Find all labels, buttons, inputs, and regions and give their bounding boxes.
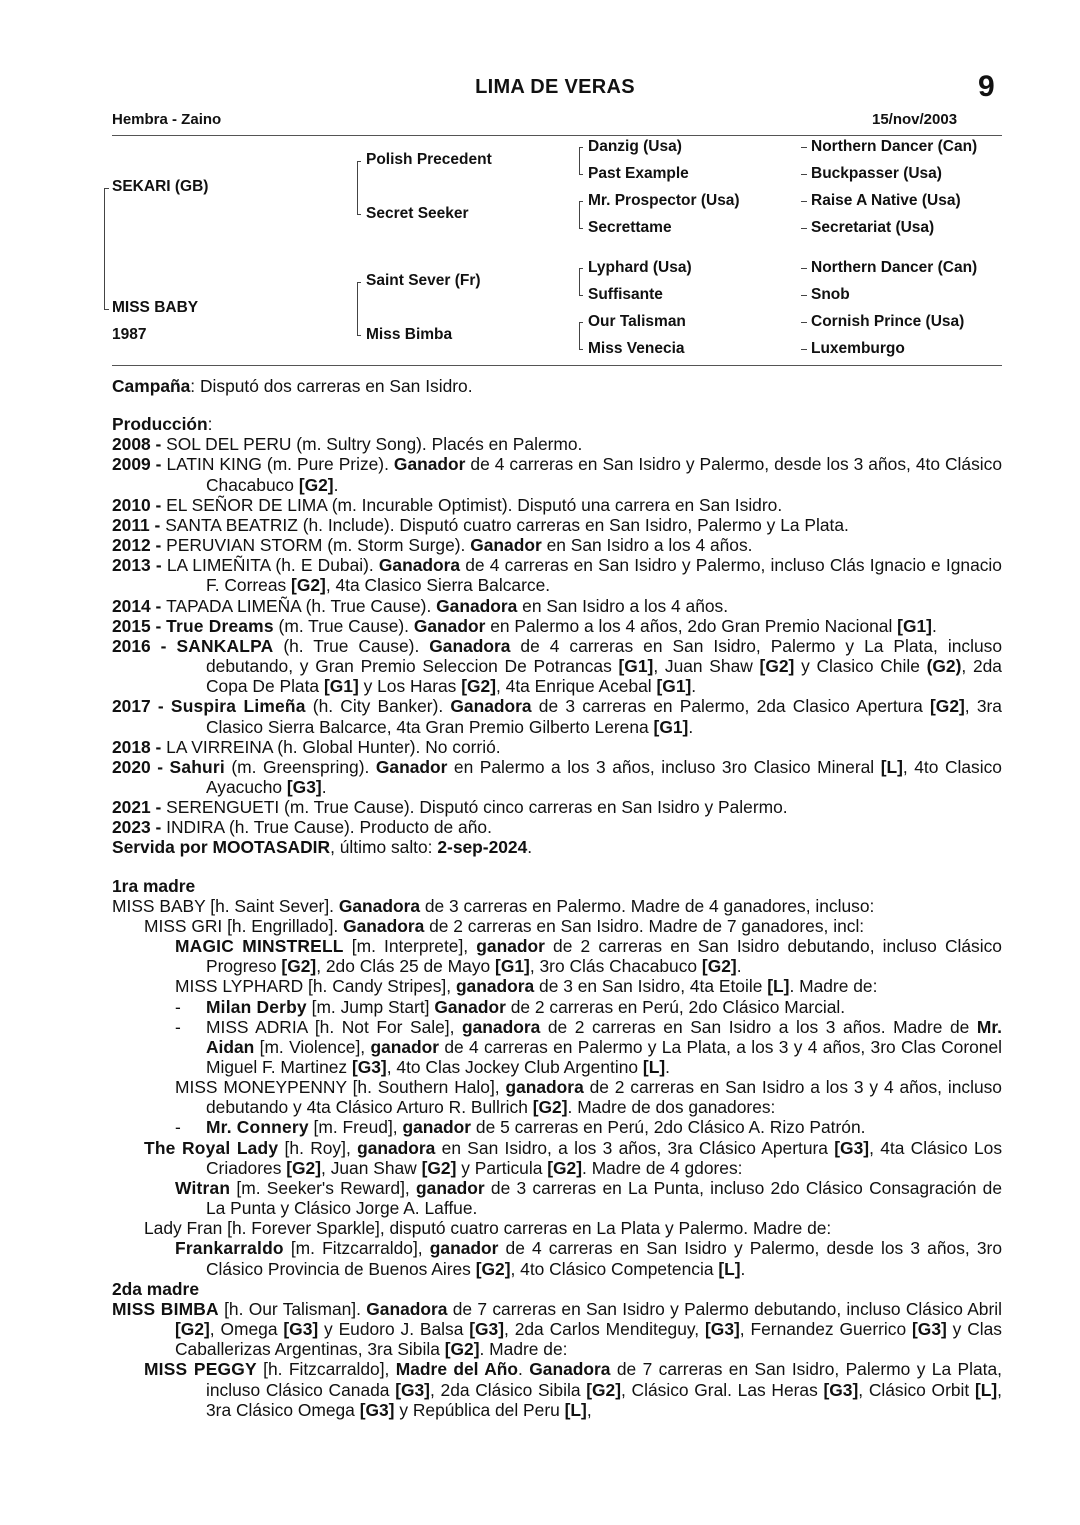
bracket-tick bbox=[579, 268, 583, 269]
gen4-name: Snob bbox=[811, 286, 850, 303]
sire-dam-bracket bbox=[104, 188, 105, 309]
produce-2017: 2017 - Suspira Limeña (h. City Banker). Ganadora de 3 carreras en Palermo, 2da Clasico Apertura [G2], 3ra Clasico Sierra Balcarce, 4ta Gran Premio Gilberto Lerena [G1]. bbox=[112, 696, 1002, 737]
gen4-dash bbox=[801, 295, 807, 296]
horse-name: LIMA DE VERAS bbox=[475, 76, 635, 98]
bracket-tick bbox=[357, 335, 361, 336]
production-label: Producción bbox=[112, 414, 208, 435]
produce-2014: 2014 - TAPADA LIMEÑA (h. True Cause). Ganadora en San Isidro a los 4 años. bbox=[112, 595, 729, 616]
bracket-tick bbox=[579, 295, 583, 296]
gen4-dash bbox=[801, 322, 807, 323]
pedigree-bottom-rule bbox=[112, 365, 1002, 366]
gen3-bracket bbox=[579, 322, 580, 349]
campaign-line bbox=[112, 376, 1002, 396]
produce-2023: 2023 - INDIRA (h. True Cause). Producto de año. bbox=[112, 817, 492, 838]
produce-2012: 2012 - PERUVIAN STORM (m. Storm Surge). Ganador en San Isidro a los 4 años. bbox=[112, 535, 753, 556]
gen4-dash bbox=[801, 228, 807, 229]
gen3-bracket bbox=[579, 268, 580, 295]
lot-number: 9 bbox=[978, 70, 995, 103]
gen3-name: Our Talisman bbox=[588, 313, 686, 330]
milan-derby-line: - Milan Derby [m. Jump Start] Ganador de 2 carreras en Perú, 2do Clásico Marcial. bbox=[175, 996, 846, 1017]
production-heading: Producción: bbox=[112, 414, 213, 435]
second-dam-heading: 2da madre bbox=[112, 1278, 199, 1299]
gen4-name: Secretariat (Usa) bbox=[811, 219, 935, 236]
lady-fran-line: Lady Fran [h. Forever Sparkle], disputó cuatro carreras en La Plata y Palermo. Madre de: bbox=[144, 1218, 832, 1239]
gen3-name: Lyphard (Usa) bbox=[588, 259, 692, 276]
gen4-dash bbox=[801, 174, 807, 175]
gen3-bracket bbox=[579, 201, 580, 228]
first-dam-heading: 1ra madre bbox=[112, 875, 196, 896]
bracket-tick bbox=[579, 322, 583, 323]
gen2-bracket bbox=[357, 161, 358, 214]
gen3-name: Suffisante bbox=[588, 286, 663, 303]
produce-2009: 2009 - LATIN KING (m. Pure Prize). Ganador de 4 carreras en San Isidro y Palermo, desde los 3 años, 4to Clásico Chacabuco [G2]. bbox=[112, 454, 1002, 495]
produce-2011: 2011 - SANTA BEATRIZ (h. Include). Disputó cuatro carreras en San Isidro, Palermo y La Plata. bbox=[112, 514, 849, 535]
bracket-tick bbox=[579, 201, 583, 202]
catalog-body bbox=[112, 376, 1002, 1420]
gen3-name: Miss Venecia bbox=[588, 340, 685, 357]
sex-color: Hembra - Zaino bbox=[112, 111, 222, 128]
campaign-label: Campaña bbox=[112, 376, 191, 396]
miss-adria-line: - MISS ADRIA [h. Not For Sale], ganadora de 2 carreras en San Isidro a los 3 años. Madre de Mr. Aidan [m. Violence], ganador de 4 carreras en Palermo y La Plata, a los 3 y 4 años, 3ro Clas Coronel Miguel F. Martinez [G3], 4to Clas Jockey Club Argentino [L]. bbox=[175, 1016, 1002, 1077]
miss-lyphard-line: MISS LYPHARD [h. Candy Stripes], ganadora de 3 en San Isidro, 4ta Etoile [L]. Madre de: bbox=[175, 976, 878, 997]
produce-2016: 2016 - SANKALPA (h. True Cause). Ganadora de 4 carreras en San Isidro, Palermo y La Plata, incluso debutando, y Gran Premio Seleccion De Potrancas [G1], Juan Shaw [G2] y Clasico Chile (G2), 2da Copa De Plata [G1] y Los Haras [G2], 4ta Enrique Acebal [G1]. bbox=[112, 635, 1002, 697]
sire-name: SEKARI (GB) bbox=[112, 178, 209, 195]
served-by-line: Servida por MOOTASADIR, último salto: 2-sep-2024. bbox=[112, 837, 533, 858]
first-dam-line: MISS BABY [h. Saint Sever]. Ganadora de 3 carreras en Palermo. Madre de 4 ganadores, incluso: bbox=[112, 895, 875, 916]
miss-moneypenny-line: MISS MONEYPENNY [h. Southern Halo], ganadora de 2 carreras en San Isidro a los 3 y 4 años, incluso debutando y 4ta Clásico Arturo R. Bullrich [G2]. Madre de dos ganadores: bbox=[175, 1077, 1002, 1118]
bracket-tick bbox=[579, 228, 583, 229]
gen3-name: Mr. Prospector (Usa) bbox=[588, 192, 740, 209]
gen3-name: Danzig (Usa) bbox=[588, 138, 682, 155]
produce-2020: 2020 - Sahuri (m. Greenspring). Ganador en Palermo a los 3 años, incluso 3ro Clasico Mineral [L], 4to Clasico Ayacucho [G3]. bbox=[112, 756, 1002, 797]
gen2-name: Miss Bimba bbox=[366, 326, 453, 343]
gen2-bracket bbox=[357, 282, 358, 335]
produce-2021: 2021 - SERENGUETI (m. True Cause). Disputó cinco carreras en San Isidro y Palermo. bbox=[112, 797, 788, 818]
gen4-dash bbox=[801, 268, 807, 269]
dam-year: 1987 bbox=[112, 326, 147, 343]
miss-gri-line: MISS GRI [h. Engrillado]. Ganadora de 2 carreras en San Isidro. Madre de 7 ganadores, incl: bbox=[144, 915, 865, 936]
produce-2008: 2008 - SOL DEL PERU (m. Sultry Song). Placés en Palermo. bbox=[112, 434, 583, 455]
miss-bimba-line: MISS BIMBA [h. Our Talisman]. Ganadora de 7 carreras en San Isidro y Palermo debutando, incluso Clásico Abril [G2], Omega [G3] y Eudoro J. Balsa [G3], 2da Carlos Menditeguy, [G3], Fernandez Guerrico [G3] y Clas Caballerizas Argentinas, 3ra Sibila [G2]. Madre de: bbox=[112, 1298, 1002, 1360]
gen4-name: Raise A Native (Usa) bbox=[811, 192, 961, 209]
gen2-name: Polish Precedent bbox=[366, 151, 492, 168]
campaign-text: : Disputó dos carreras en San Isidro. bbox=[190, 376, 473, 396]
magic-minstrell-line: MAGIC MINSTRELL [m. Interprete], ganador de 2 carreras en San Isidro debutando, incluso Clásico Progreso [G2], 2do Clás 25 de Mayo [G1], 3ro Clás Chacabuco [G2]. bbox=[175, 936, 1002, 977]
gen4-name: Northern Dancer (Can) bbox=[811, 259, 978, 276]
bracket-tick bbox=[579, 147, 583, 148]
royal-lady-line: The Royal Lady [h. Roy], ganadora en San Isidro, a los 3 años, 3ra Clásico Apertura [G3], 4ta Clásico Los Criadores [G2], Juan Shaw [G2] y Particula [G2]. Madre de 4 gdores: bbox=[144, 1137, 1003, 1178]
gen3-name: Past Example bbox=[588, 165, 689, 182]
miss-peggy-line: MISS PEGGY [h. Fitzcarraldo], Madre del Año. Ganadora de 7 carreras en San Isidro, Palermo y La Plata, incluso Clásico Canada [G3], 2da Clásico Sibila [G2], Clásico Gral. Las Heras [G3], Clásico Orbit [L], 3ra Clásico Omega [G3] y República del Peru [L], bbox=[144, 1359, 1002, 1420]
bracket-tick bbox=[579, 349, 583, 350]
gen4-name: Luxemburgo bbox=[811, 340, 905, 357]
bracket-tick bbox=[104, 309, 109, 310]
bracket-tick bbox=[357, 161, 361, 162]
gen4-name: Buckpasser (Usa) bbox=[811, 165, 942, 182]
birth-date: 15/nov/2003 bbox=[872, 111, 958, 128]
produce-2015: 2015 - True Dreams (m. True Cause). Ganador en Palermo a los 4 años, 2do Gran Premio Nacional [G1]. bbox=[112, 615, 937, 636]
mr-connery-line: - Mr. Connery [m. Freud], ganador de 5 carreras en Perú, 2do Clásico A. Rizo Patrón. bbox=[175, 1117, 866, 1138]
frankarraldo-line: Frankarraldo [m. Fitzcarraldo], ganador de 4 carreras en San Isidro y Palermo, desde los 3 años, 3ro Clásico Provincia de Buenos Aires [G2], 4to Clásico Competencia [L]. bbox=[175, 1238, 1002, 1279]
bracket-tick bbox=[104, 188, 109, 189]
bracket-tick bbox=[357, 282, 361, 283]
gen3-name: Secrettame bbox=[588, 219, 672, 236]
produce-2013: 2013 - LA LIMEÑITA (h. E Dubai). Ganadora de 4 carreras en San Isidro y Palermo, incluso Clás Ignacio e Ignacio F. Correas [G2], 4ta Clasico Sierra Balcarce. bbox=[112, 555, 1002, 596]
witran-line: Witran [m. Seeker's Reward], ganador de 3 carreras en La Punta, incluso 2do Clásico Consagración de La Punta y Clásico Jorge A. Laffue. bbox=[175, 1177, 1002, 1219]
gen4-dash bbox=[801, 349, 807, 350]
gen4-dash bbox=[801, 201, 807, 202]
bracket-tick bbox=[357, 214, 361, 215]
gen2-name: Saint Sever (Fr) bbox=[366, 272, 481, 289]
produce-2010: 2010 - EL SEÑOR DE LIMA (m. Incurable Optimist). Disputó una carrera en San Isidro. bbox=[112, 494, 783, 515]
produce-2018: 2018 - LA VIRREINA (h. Global Hunter). No corrió. bbox=[112, 736, 501, 757]
bracket-tick bbox=[579, 174, 583, 175]
gen3-bracket bbox=[579, 147, 580, 174]
gen4-dash bbox=[801, 147, 807, 148]
dam-name: MISS BABY bbox=[112, 299, 199, 316]
top-rule bbox=[112, 135, 1002, 136]
gen4-name: Cornish Prince (Usa) bbox=[811, 313, 965, 330]
gen4-name: Northern Dancer (Can) bbox=[811, 138, 978, 155]
gen2-name: Secret Seeker bbox=[366, 205, 469, 222]
